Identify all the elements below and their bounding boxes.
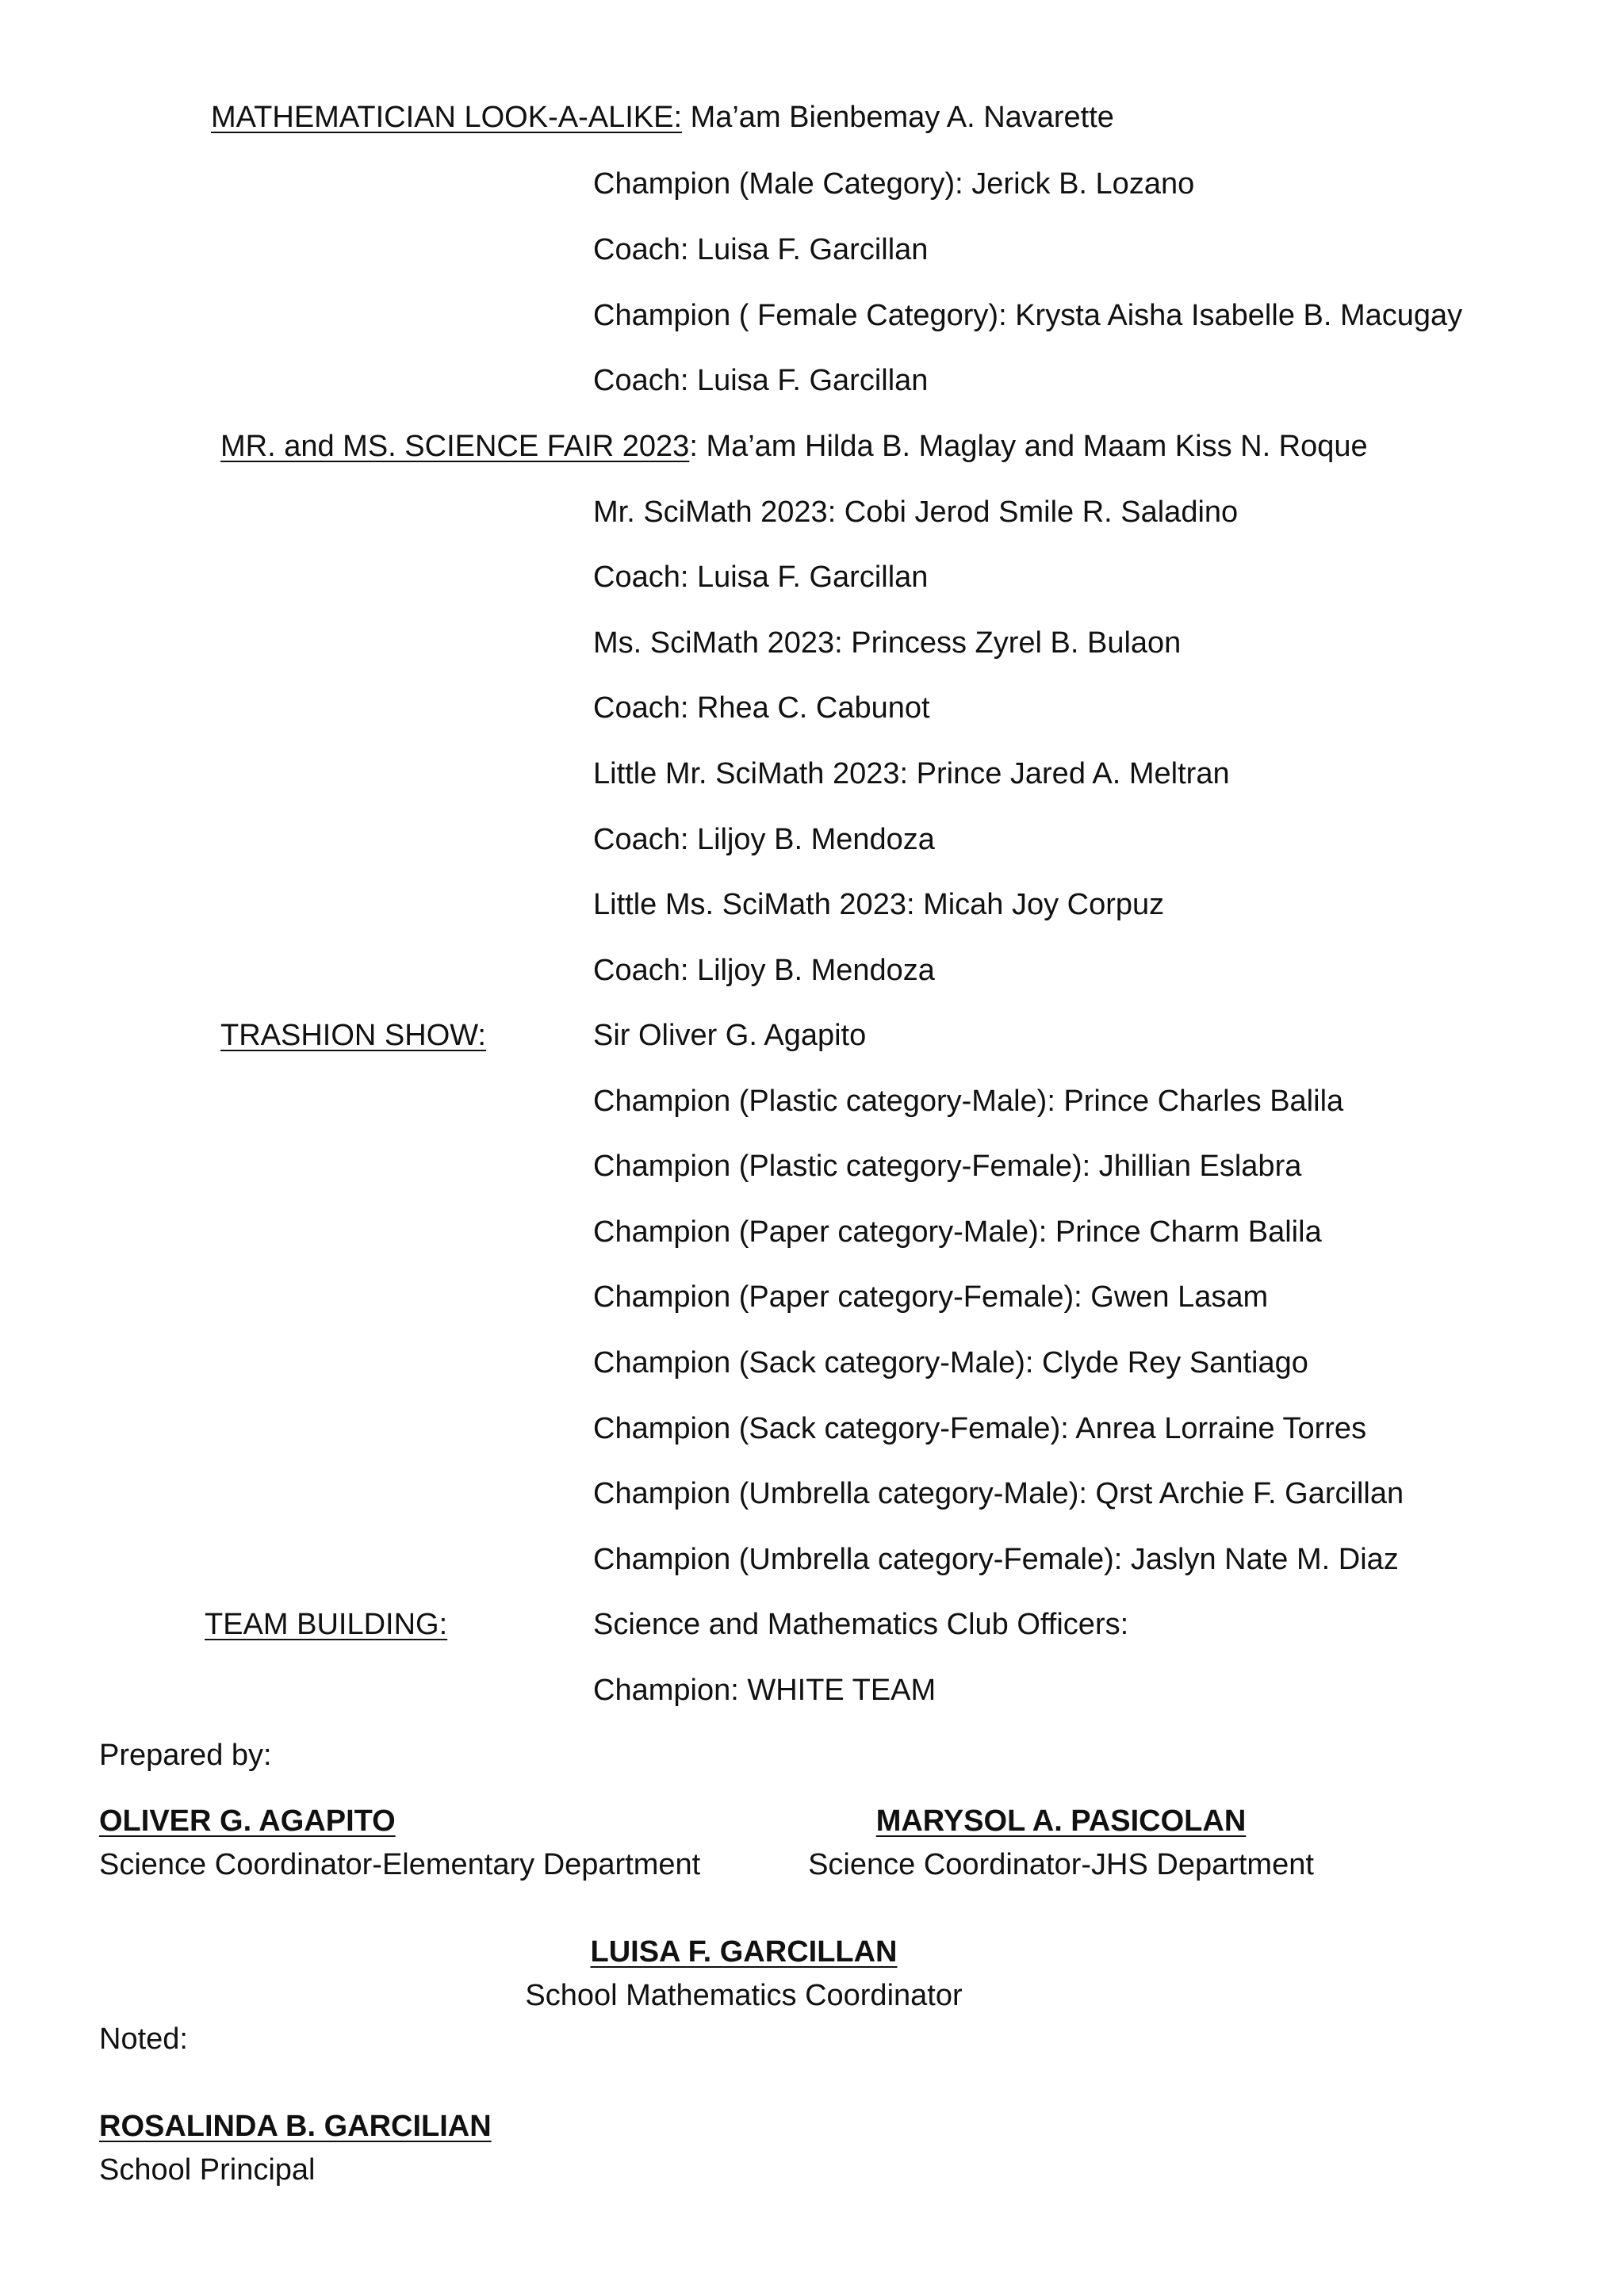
list-item: Champion (Paper category-Female): Gwen Lasam: [593, 1280, 1269, 1314]
list-item: Champion ( Female Category): Krysta Aisha Isabelle B. Macugay: [593, 299, 1463, 332]
principal-title: School Principal: [99, 2153, 316, 2187]
list-item: Champion (Plastic category-Male): Prince Charles Balila: [593, 1085, 1344, 1118]
trashion-show-judge: Sir Oliver G. Agapito: [593, 1019, 867, 1052]
principal-name: ROSALINDA B. GARCILIAN: [99, 2110, 492, 2143]
list-item: Coach: Rhea C. Cabunot: [593, 691, 930, 725]
signatory-name-left: OLIVER G. AGAPITO: [99, 1804, 396, 1838]
list-item: Ms. SciMath 2023: Princess Zyrel B. Bulaon: [593, 626, 1182, 660]
list-item: Little Mr. SciMath 2023: Prince Jared A. Meltran: [593, 757, 1230, 790]
signatory-title-left: Science Coordinator-Elementary Department: [99, 1848, 701, 1881]
list-item: Little Ms. SciMath 2023: Micah Joy Corpuz: [593, 888, 1165, 921]
science-fair-judges: : Ma’am Hilda B. Maglay and Maam Kiss N. Roque: [689, 430, 1368, 463]
list-item: Champion (Male Category): Jerick B. Lozano: [593, 167, 1195, 201]
list-item: Champion (Umbrella category-Male): Qrst Archie F. Garcillan: [593, 1477, 1404, 1510]
list-item: Champion (Paper category-Male): Prince Charm Balila: [593, 1215, 1322, 1249]
list-item: Champion (Plastic category-Female): Jhillian Eslabra: [593, 1150, 1302, 1183]
list-item: Champion (Sack category-Male): Clyde Rey Santiago: [593, 1346, 1308, 1380]
list-item: Coach: Luisa F. Garcillan: [593, 561, 929, 594]
team-building-label: TEAM BUILDING:: [205, 1608, 448, 1641]
signatory-title-center: School Mathematics Coordinator: [525, 1979, 963, 2012]
signatory-name-center: LUISA F. GARCILLAN: [590, 1935, 898, 1969]
mathematician-section-heading: [211, 99, 1114, 136]
science-fair-label: MR. and MS. SCIENCE FAIR 2023: [220, 430, 690, 463]
list-item: Champion (Umbrella category-Female): Jaslyn Nate M. Diaz: [593, 1543, 1399, 1576]
list-item: Mr. SciMath 2023: Cobi Jerod Smile R. Saladino: [593, 496, 1239, 529]
list-item: Coach: Liljoy B. Mendoza: [593, 823, 935, 856]
list-item: Coach: Liljoy B. Mendoza: [593, 954, 935, 987]
science-fair-section-heading: [220, 428, 1368, 465]
list-item: Coach: Luisa F. Garcillan: [593, 364, 929, 397]
mathematician-judge: Ma’am Bienbemay A. Navarette: [690, 101, 1114, 134]
signatory-name-right: MARYSOL A. PASICOLAN: [875, 1804, 1247, 1838]
noted-label: Noted:: [99, 2022, 188, 2056]
prepared-by-label: Prepared by:: [99, 1739, 272, 1772]
list-item: Champion (Sack category-Female): Anrea Lorraine Torres: [593, 1412, 1367, 1445]
mathematician-label: MATHEMATICIAN LOOK-A-ALIKE:: [211, 101, 683, 134]
signatory-title-right: Science Coordinator-JHS Department: [808, 1848, 1314, 1881]
list-item: Coach: Luisa F. Garcillan: [593, 233, 929, 266]
trashion-show-label: TRASHION SHOW:: [220, 1019, 486, 1052]
team-building-officers: Science and Mathematics Club Officers:: [593, 1608, 1129, 1641]
list-item: Champion: WHITE TEAM: [593, 1674, 936, 1707]
